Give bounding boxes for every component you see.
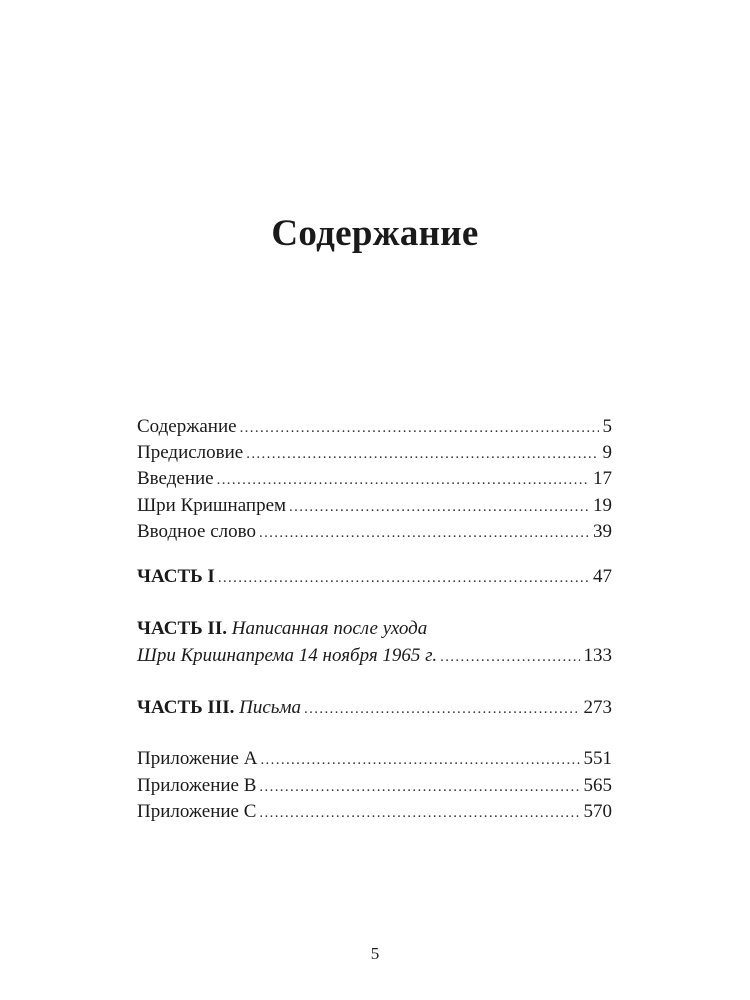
- dot-leader: [240, 415, 599, 441]
- toc-entry-page: 17: [593, 468, 612, 489]
- toc-part-1-label: ЧАСТЬ I: [137, 566, 215, 587]
- toc-entry: [137, 519, 612, 545]
- toc-entry-label: Содержание: [137, 416, 237, 437]
- dot-leader: [260, 747, 579, 773]
- toc-part-1: [137, 564, 612, 590]
- toc-appendix-label: Приложение В: [137, 775, 257, 796]
- toc-entry-page: 39: [593, 521, 612, 542]
- toc-appendix: [137, 799, 612, 825]
- dot-leader: [259, 774, 579, 800]
- toc-appendix: [137, 746, 612, 772]
- toc-part-2-prefix: ЧАСТЬ II.: [137, 618, 227, 639]
- toc-entry-label: Введение: [137, 468, 214, 489]
- toc-appendix-label: Приложение С: [137, 801, 257, 822]
- dot-leader: [259, 800, 579, 826]
- toc-entry-label: Вводное слово: [137, 521, 256, 542]
- toc-part-3-page: 273: [583, 697, 612, 718]
- toc-part-2-title-cont: Шри Кришнапрема 14 ноября 1965 г.: [137, 645, 438, 666]
- toc-part-3: [137, 695, 612, 721]
- toc-part-2: [137, 643, 612, 669]
- toc-part-3-title: Письма: [239, 697, 302, 718]
- dot-leader: [218, 565, 589, 591]
- toc-entry-label: Шри Кришнапрем: [137, 495, 287, 516]
- toc-entry-page: 5: [602, 416, 612, 437]
- dot-leader: [289, 494, 589, 520]
- toc-part-1-page: 47: [593, 566, 612, 587]
- toc-appendix-page: 565: [583, 775, 612, 796]
- toc-appendix-label: Приложение А: [137, 748, 258, 769]
- page-number: 5: [370, 944, 380, 963]
- toc-entry: [137, 440, 612, 466]
- dot-leader: [304, 696, 579, 722]
- dot-leader: [259, 520, 589, 546]
- toc-part-2-page: 133: [583, 645, 612, 666]
- dot-leader: [246, 441, 598, 467]
- toc-entry-page: 19: [593, 495, 612, 516]
- dot-leader: [217, 467, 589, 493]
- toc-appendix-page: 551: [583, 748, 612, 769]
- table-of-contents: [137, 0, 612, 1000]
- toc-entry: [137, 414, 612, 440]
- toc-appendix-page: 570: [583, 801, 612, 822]
- page-title: Содержание: [271, 213, 479, 254]
- toc-entry: [137, 466, 612, 492]
- toc-part-3-prefix: ЧАСТЬ III.: [137, 697, 235, 718]
- toc-part-2-title: Написанная после ухода: [231, 618, 428, 639]
- toc-part-2-line1: [137, 616, 612, 642]
- toc-entry: [137, 493, 612, 519]
- toc-appendix: [137, 773, 612, 799]
- dot-leader: [440, 644, 579, 670]
- toc-entry-page: 9: [602, 442, 612, 463]
- toc-entry-label: Предисловие: [137, 442, 244, 463]
